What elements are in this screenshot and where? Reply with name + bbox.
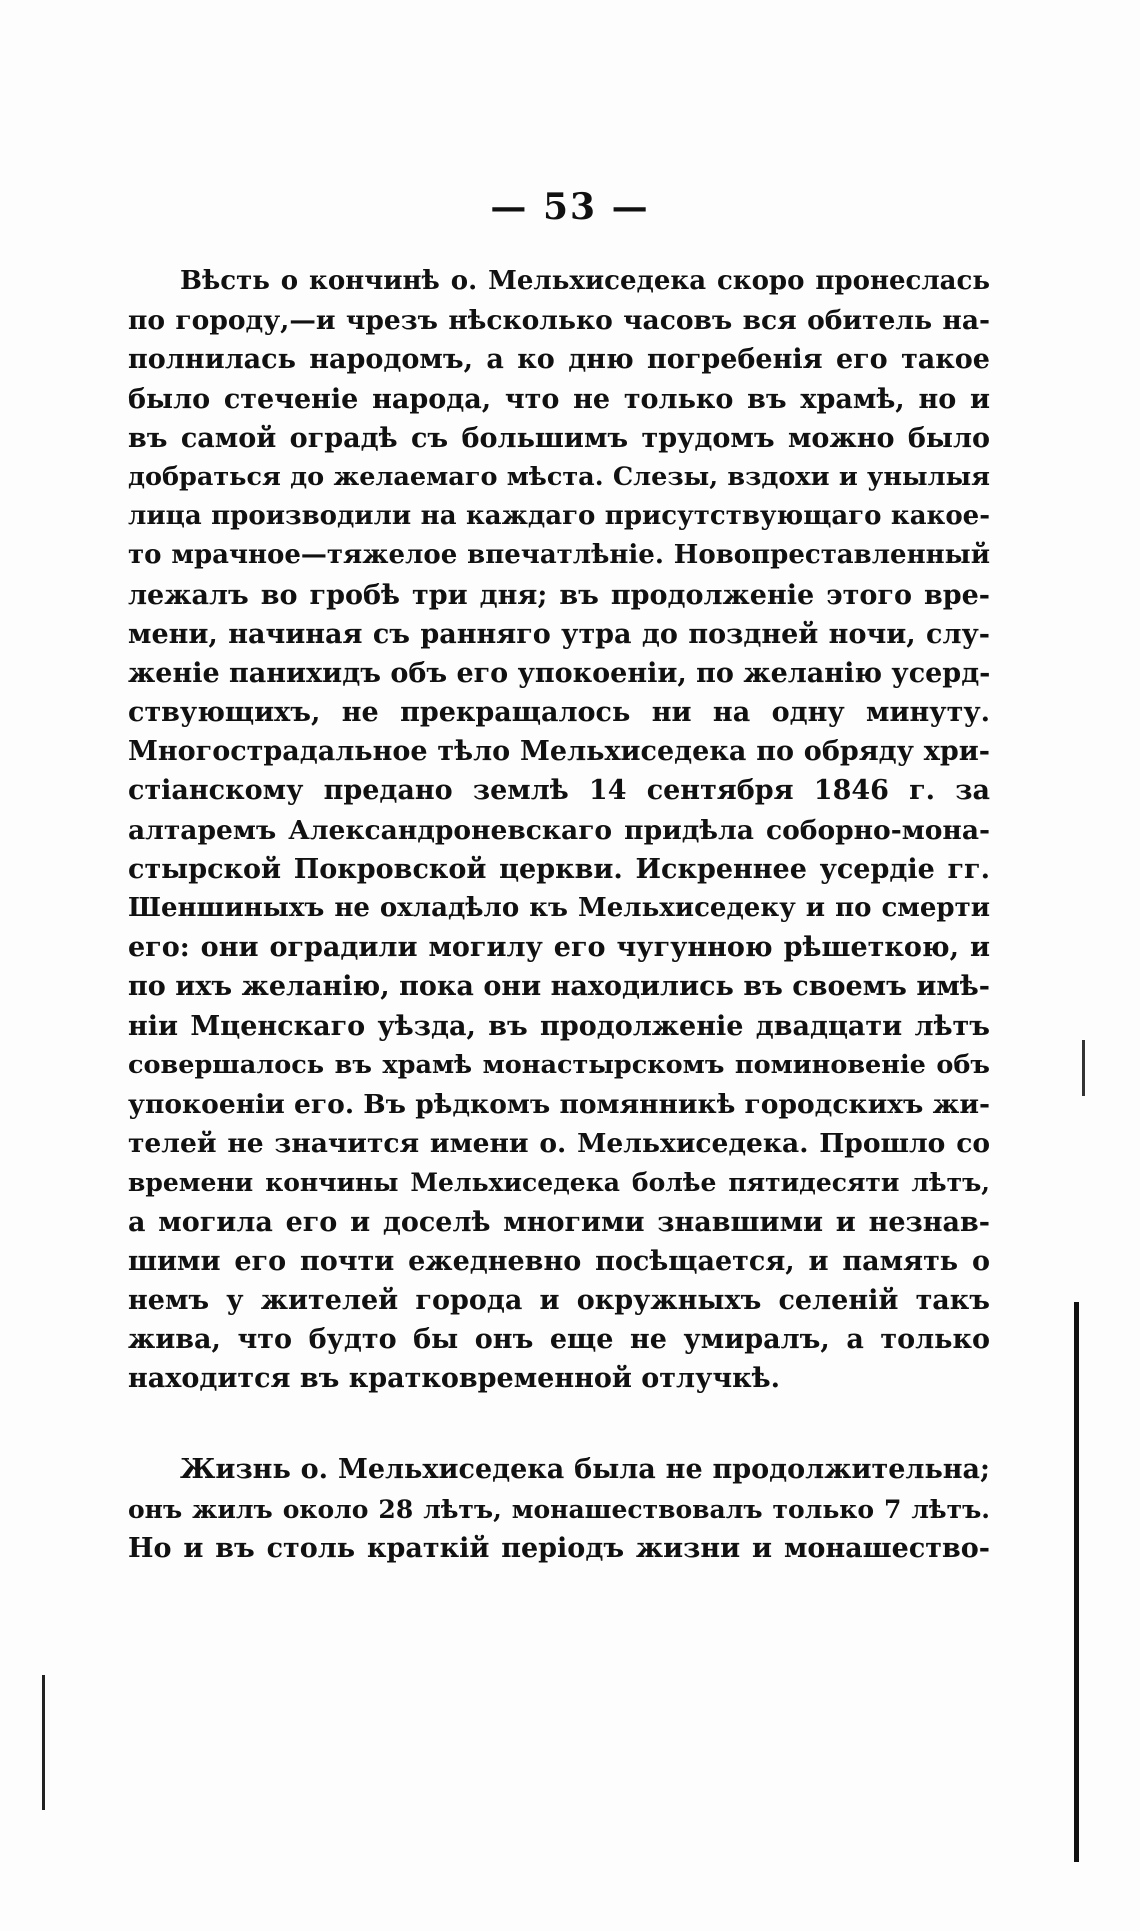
text-line: времени кончины Мельхиседека болѣе пятидесяти лѣтъ, — [128, 1168, 990, 1198]
text-line: телей не значится имени о. Мельхиседека. Прошло со — [128, 1128, 990, 1160]
text-line: стырской Покровской церкви. Искреннее усердіе гг. — [128, 853, 990, 885]
text-line: онъ жилъ около 28 лѣтъ, монашествовалъ только 7 лѣтъ. — [128, 1494, 990, 1524]
scan-margin-mark-right-long — [1074, 1302, 1079, 1862]
text-line: женіе панихидъ объ его упокоеніи, по желанію усерд- — [128, 657, 991, 689]
paragraph-1 — [128, 262, 990, 1398]
text-line: немъ у жителей города и окружныхъ селеній такъ — [128, 1284, 990, 1316]
paragraph-gap — [128, 1398, 990, 1450]
text-line: по городу,—и чрезъ нѣсколько часовъ вся обитель на- — [128, 305, 990, 337]
text-line: лица производили на каждаго присутствующаго какое- — [128, 501, 990, 532]
text-line: полнилась народомъ, а ко дню погребенія его такое — [128, 344, 990, 376]
text-line: находится въ кратковременной отлучкѣ. — [128, 1363, 780, 1395]
text-line: мени, начиная съ ранняго утра до поздней ночи, слу- — [128, 618, 990, 650]
scan-margin-mark-left — [42, 1675, 45, 1810]
text-line: а могила его и доселѣ многими знавшими и незнав- — [128, 1206, 990, 1238]
paragraph-2 — [128, 1450, 990, 1568]
text-line: лежалъ во гробѣ три дня; въ продолженіе этого вре- — [128, 579, 990, 611]
text-line: Но и въ столь краткій періодъ жизни и монашество- — [128, 1532, 990, 1564]
text-line: ствующихъ, не прекращалось ни на одну минуту. — [128, 697, 990, 729]
text-line: было стеченіе народа, что не только въ храмѣ, но и — [128, 383, 990, 415]
text-line: совершалось въ храмѣ монастырскомъ поминовеніе объ — [128, 1049, 990, 1080]
text-line: Многострадальное тѣло Мельхиседека по обряду хри- — [128, 736, 990, 768]
text-line: въ самой оградѣ съ большимъ трудомъ можно было — [128, 422, 990, 454]
text-line: Шеншиныхъ не охладѣло къ Мельхиседеку и по смерти — [128, 893, 990, 923]
scan-margin-mark-right-short — [1082, 1040, 1085, 1096]
text-line: стіанскому предано землѣ 14 сентября 1846 г. за — [128, 775, 990, 807]
text-line: упокоеніи его. Въ рѣдкомъ помянникѣ городскихъ жи- — [128, 1088, 991, 1120]
text-line: то мрачное—тяжелое впечатлѣніе. Новопреставленный — [128, 540, 990, 571]
text-line: жива, что будто бы онъ еще не умиралъ, а только — [128, 1324, 990, 1356]
page-number: — 53 — — [490, 186, 650, 228]
text-line: добраться до желаемаго мѣста. Слезы, вздохи и унылыя — [128, 461, 990, 492]
text-line: алтаремъ Александроневскаго придѣла соборно-мона- — [128, 814, 990, 846]
text-line: Вѣсть о кончинѣ о. Мельхиседека скоро пронеслась — [180, 266, 990, 296]
text-line: его: они оградили могилу его чугунною рѣшеткою, и — [128, 932, 990, 964]
text-line: ніи Мценскаго уѣзда, въ продолженіе двадцати лѣтъ — [128, 1010, 990, 1042]
text-line: шими его почти ежедневно посѣщается, и память о — [128, 1245, 990, 1277]
text-line: Жизнь о. Мельхиседека была не продолжительна; — [180, 1454, 990, 1486]
body-text — [128, 262, 990, 1568]
text-line: по ихъ желанію, пока они находились въ своемъ имѣ- — [128, 971, 990, 1003]
